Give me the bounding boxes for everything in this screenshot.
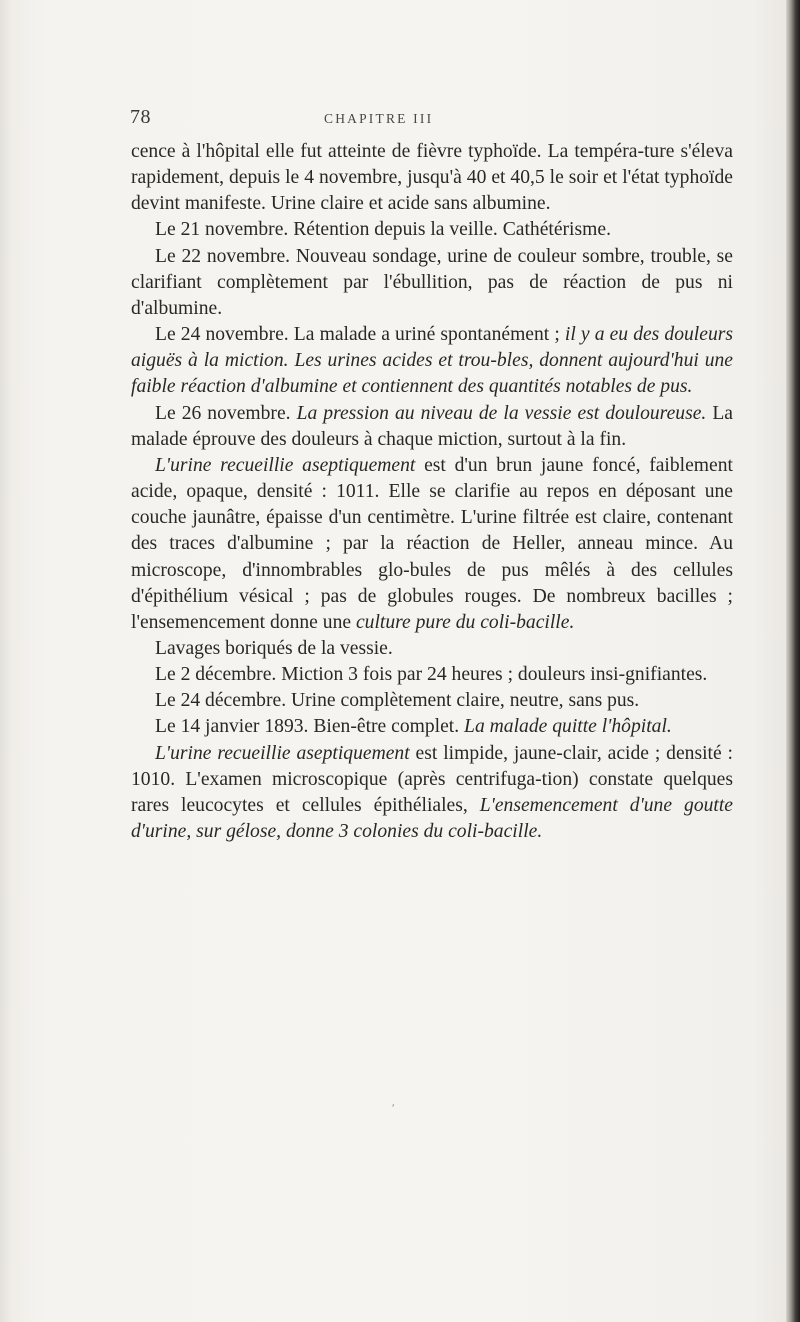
text-run: est limpide, jaune-clair, acide ; densité : 1010. L'examen microscopique (après centrifuga-tion) constate quelques rares leucocytes et cellules épithéliales, xyxy=(131,742,733,816)
paragraph-p9 xyxy=(131,688,733,714)
italic-run: La pression au niveau de la vessie est douloureuse. xyxy=(296,402,707,424)
text-run: Le 21 novembre. Rétention depuis la veille. Cathétérisme. xyxy=(155,219,611,241)
body-text xyxy=(131,139,733,845)
text-run: Le 24 décembre. Urine complètement claire, neutre, sans pus. xyxy=(155,690,640,712)
running-head: CHAPITRE III xyxy=(324,111,434,126)
page-left-shadow xyxy=(0,0,12,1322)
page-binding-edge xyxy=(786,0,800,1322)
page-number: 78 xyxy=(130,106,151,128)
italic-run: L'ensemencement d'une goutte d'urine, sur gélose, donne 3 colonies du coli-bacille. xyxy=(131,794,734,843)
paragraph-p11 xyxy=(131,741,733,846)
italic-run: L'urine recueillie aseptiquement xyxy=(155,454,416,476)
italic-run: culture pure du coli-bacille. xyxy=(355,611,575,633)
text-run: Lavages boriqués de la vessie. xyxy=(155,637,393,659)
paragraph-p10 xyxy=(131,714,733,740)
ink-speck: ʹ xyxy=(392,1101,395,1115)
text-run: Le 14 janvier 1893. Bien-être complet. xyxy=(155,716,465,738)
paragraph-p6 xyxy=(131,453,733,636)
text-run: est d'un brun jaune foncé, faiblement acide, opaque, densité : 1011. Elle se clarifie au repos en déposant une couche jaunâtre, épaisse d'un centimètre. L'urine filtrée est claire, contenant des traces d'albumine ; par la réaction de Heller, anneau mince. Au microscope, d'innombrables glo-bules de pus mêlés à des cellules d'épithélium vésical ; pas de globules rouges. De nombreux bacilles ; l'ensemencement donne une xyxy=(131,454,733,633)
paragraph-p8 xyxy=(131,662,733,688)
paragraph-p4 xyxy=(131,322,733,400)
text-run: Le 24 novembre. La malade a uriné spontanément ; xyxy=(155,324,565,346)
text-run: Le 2 décembre. Miction 3 fois par 24 heures ; douleurs insi-gnifiantes. xyxy=(155,664,708,686)
text-run: Le 22 novembre. Nouveau sondage, urine de couleur sombre, trouble, se clarifiant complètement par l'ébullition, pas de réaction de pus ni d'albumine. xyxy=(131,245,733,319)
paragraph-p2 xyxy=(131,217,733,243)
paragraph-p7 xyxy=(131,636,733,662)
text-run: La malade éprouve des douleurs à chaque miction, surtout à la fin. xyxy=(131,402,733,450)
text-run: Le 26 novembre. xyxy=(155,402,297,424)
italic-run: La malade quitte l'hôpital. xyxy=(464,716,672,738)
paragraph-p5 xyxy=(131,401,733,453)
italic-run: L'urine recueillie aseptiquement xyxy=(155,742,410,764)
paragraph-p1 xyxy=(131,139,733,217)
italic-run: il y a eu des douleurs aiguës à la miction. Les urines acides et trou-bles, donnent aujourd'hui une faible réaction d'albumine et contiennent des quantités notables de pus. xyxy=(131,324,733,398)
text-run: cence à l'hôpital elle fut atteinte de fièvre typhoïde. La tempéra-ture s'éleva rapidement, depuis le 4 novembre, jusqu'à 40 et 40,5 le soir et l'état typhoïde devint manifeste. Urine claire et acide sans albumine. xyxy=(131,141,733,215)
paragraph-p3 xyxy=(131,244,733,322)
